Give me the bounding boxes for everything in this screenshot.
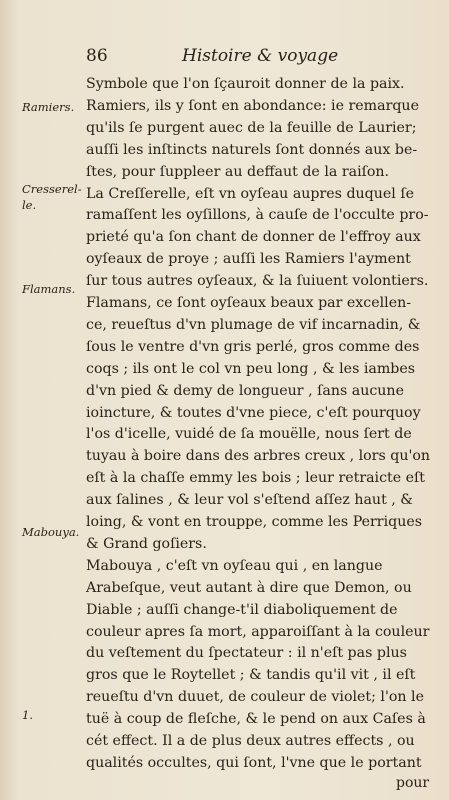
text-line: prieté qu'a ſon chant de donner de l'effroy aux [86, 229, 421, 246]
text-line: Symbole que l'on ſçauroit donner de la paix. [86, 76, 405, 92]
text-line: reueſtu d'vn duuet, de couleur de violet; l'on le [86, 689, 424, 706]
text-line: Diable ; auſſi change-t'il diaboliquement de [86, 601, 398, 618]
text-line: tuyau à boire dans des arbres creux , lors qu'on [86, 448, 431, 465]
text-line: ioincture, & toutes d'vne piece, c'eſt pourquoy [86, 404, 421, 421]
text-line: du veſtement du ſpectateur : il n'eſt pas plus [86, 645, 407, 662]
text-line: gros que le Roytellet ; & tandis qu'il vit , il eſt [86, 667, 416, 684]
page-number: 86 [86, 46, 108, 66]
text-line: ſur tous autres oyſeaux, & la ſuiuent volontiers. [86, 273, 429, 290]
margin-note: 1. [22, 708, 33, 722]
text-line: coqs ; ils ont le col vn peu long , & les iambes [86, 360, 416, 377]
text-line: d'vn pied & demy de longueur , ſans aucune [86, 382, 404, 399]
text-line: couleur apres ſa mort, apparoiſſant à la couleur [86, 623, 430, 640]
text-line: ce, reueſtus d'vn plumage de vif incarnadin, & [86, 316, 421, 333]
text-line: aux ſalines , & leur vol s'eſtend aſſez haut , & [86, 492, 413, 509]
page-header [86, 46, 426, 68]
margin-note: le. [22, 198, 37, 212]
margin-note: Ramiers. [22, 100, 75, 114]
text-line: Ramiers, ils y ſont en abondance: ie remarque [86, 97, 419, 114]
running-title: Histoire & voyage [182, 46, 339, 66]
margin-note: Mabouya. [22, 525, 80, 539]
text-line: auſſi les inſtincts naturels ſont donnés aux be- [86, 141, 418, 158]
catchword: pour [396, 775, 430, 791]
text-line: Arabeſque, veut autant à dire que Demon, ou [86, 579, 412, 596]
text-line: ſous le ventre d'vn gris perlé, gros comme des [86, 338, 420, 355]
text-line: qualités occultes, qui ſont, l'vne que le portant [86, 754, 422, 771]
text-line: Mabouya , c'eſt vn oyſeau qui , en langue [86, 557, 383, 574]
text-line: La Creſſerelle, eſt vn oyſeau aupres duquel ſe [86, 185, 414, 202]
text-line: cét effect. Il a de plus deux autres effects , ou [86, 733, 415, 749]
margin-note: Flamans. [22, 282, 76, 296]
text-line: l'os d'icelle, vuidé de ſa mouëlle, nous ſert de [86, 426, 412, 443]
text-line: oyſeaux de proye ; auſſi les Ramiers l'ayment [86, 251, 411, 268]
text-line: & Grand goſiers. [86, 535, 207, 552]
text-line: tuë à coup de fleſche, & le pend on aux Caſes à [86, 711, 426, 728]
text-line: eſt à la chaſſe emmy les bois ; leur retraicte eſt [86, 470, 425, 487]
text-line: loing, & vont en trouppe, comme les Perriques [86, 514, 423, 530]
text-line: ramaſſent les oyſillons, à cauſe de l'occulte pro- [86, 207, 429, 224]
margin-note: Cresserel- [22, 182, 82, 196]
text-line: qu'ils ſe purgent auec de la feuille de Laurier; [86, 119, 417, 136]
text-line: Flamans, ce ſont oyſeaux beaux par excellen- [86, 295, 412, 311]
text-line: ſtes, pour ſuppleer au deffaut de la raiſon. [86, 163, 390, 180]
